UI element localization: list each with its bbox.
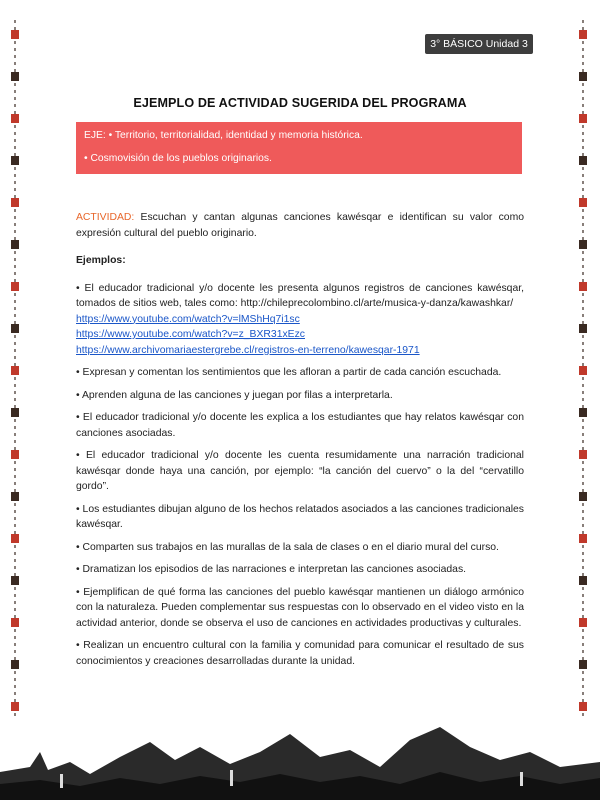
eje-box bbox=[76, 122, 522, 174]
decorative-border-left bbox=[8, 20, 22, 720]
activity-content bbox=[76, 210, 524, 676]
decorative-border-right bbox=[576, 20, 590, 720]
bullet-2: • Expresan y comentan los sentimientos que les afloran a partir de cada canción escuchada. bbox=[76, 367, 502, 378]
actividad-text: Escuchan y cantan algunas canciones kawésqar e identifican su valor como expresión cultural del pueblo originario. bbox=[76, 212, 524, 239]
grade-unit-badge: 3° BÁSICO Unidad 3 bbox=[425, 34, 533, 54]
bullet-10: • Realizan un encuentro cultural con la familia y comunidad para comunicar el resultado de sus conocimientos y creaciones desarrolladas durante la unidad. bbox=[76, 640, 524, 667]
actividad-label: ACTIVIDAD: bbox=[76, 212, 135, 223]
bullet-6: • Los estudiantes dibujan alguno de los hechos relatados asociados a las canciones tradicionales kawésqar. bbox=[76, 503, 524, 530]
ejemplos-heading: Ejemplos: bbox=[76, 255, 126, 266]
eje-line-1: EJE: • Territorio, territorialidad, identidad y memoria histórica. bbox=[84, 130, 363, 141]
bullet-4: • El educador tradicional y/o docente les explica a los estudiantes que hay relatos kawésqar con canciones asociadas. bbox=[76, 412, 524, 439]
bullet-3: • Aprenden alguna de las canciones y juegan por filas a interpretarla. bbox=[76, 389, 393, 401]
landscape-silhouette bbox=[0, 712, 600, 800]
bullet-1-text: • El educador tradicional y/o docente les presenta algunos registros de canciones kawésqar, tomados de sitios web, tales como: http://chileprecolombino.cl/arte/musica-y-danza/kawashkar/ bbox=[76, 282, 524, 309]
archivo-link[interactable]: https://www.archivomariaestergrebe.cl/registros-en-terreno/kawesqar-1971 bbox=[76, 344, 420, 356]
eje-line-2: • Cosmovisión de los pueblos originarios. bbox=[84, 153, 272, 164]
bullet-9: • Ejemplifican de qué forma las canciones del pueblo kawésqar mantienen un diálogo armónico con la naturaleza. Pueden complementar sus respuestas con lo observado en el video visto en la actividad anterior, donde se observa el uso de canciones en actividades productivas y culturales. bbox=[76, 586, 524, 629]
youtube-link-2[interactable]: https://www.youtube.com/watch?v=z_BXR31xEzc bbox=[76, 329, 305, 340]
bullet-8: • Dramatizan los episodios de las narraciones e interpretan las canciones asociadas. bbox=[76, 564, 467, 575]
youtube-link-1[interactable]: https://www.youtube.com/watch?v=lMShHq7i1sc bbox=[76, 313, 300, 325]
actividad-paragraph bbox=[76, 210, 524, 241]
bullet-5: • El educador tradicional y/o docente les cuenta resumidamente una narración tradicional kawésqar donde haya una canción, por ejemplo: “la canción del cuervo” o la del “cervatillo gordo”. bbox=[76, 450, 524, 492]
bullet-7: • Comparten sus trabajos en las murallas de la sala de clases o en el diario mural del curso. bbox=[76, 541, 499, 553]
page-title: EJEMPLO DE ACTIVIDAD SUGERIDA DEL PROGRAMA bbox=[133, 96, 467, 110]
bullet-1 bbox=[76, 281, 524, 359]
